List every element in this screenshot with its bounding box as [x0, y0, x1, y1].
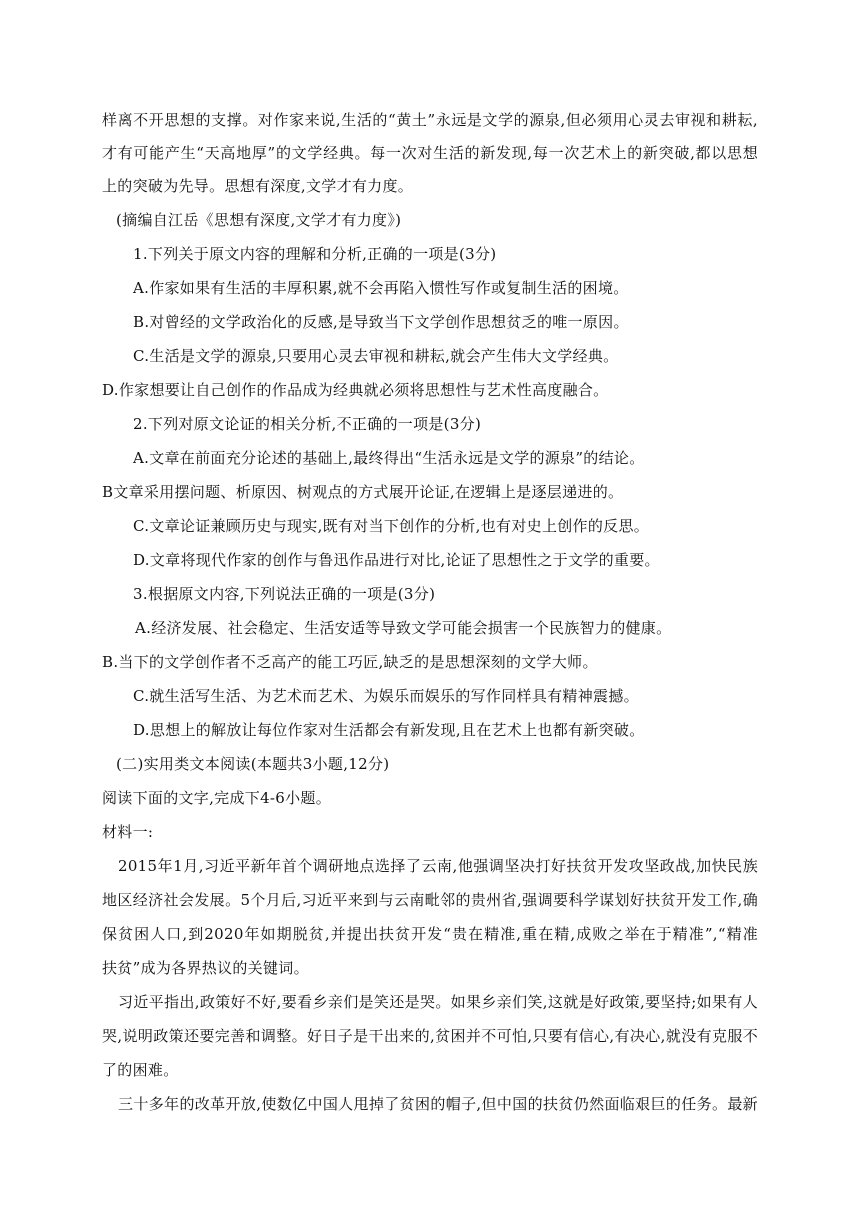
question-1-option-a: A.作家如果有生活的丰厚积累,就不会再陷入惯性写作或复制生活的困境。	[133, 279, 629, 297]
question-3-option-c: C.就生活写生活、为艺术而艺术、为娱乐而娱乐的写作同样具有精神震撼。	[133, 687, 639, 705]
paragraph-line: 上的突破为先导。思想有深度,文学才有力度。	[102, 177, 414, 195]
question-3-option-a: A.经济发展、社会稳定、生活安适等导致文学可能会损害一个民族智力的健康。	[135, 619, 672, 637]
section-instruction: 阅读下面的文字,完成下4-6小题。	[102, 789, 332, 807]
question-2-option-d: D.文章将现代作家的创作与鲁迅作品进行对比,论证了思想性之于文学的重要。	[133, 551, 660, 569]
question-3-option-d: D.思想上的解放让每位作家对生活都会有新发现,且在艺术上也都有新突破。	[133, 721, 645, 739]
paragraph-line: 习近平指出,政策好不好,要看乡亲们是笑还是哭。如果乡亲们笑,这就是好政策,要坚持;如果有人	[118, 993, 758, 1011]
source-citation: (摘编自江岳《思想有深度,文学才有力度》)	[116, 211, 402, 229]
question-2-option-b: B文章采用摆问题、析原因、树观点的方式展开论证,在逻辑上是逐层递进的。	[102, 483, 624, 501]
paragraph-line: 才有可能产生“天高地厚”的文学经典。每一次对生活的新发现,每一次艺术上的新突破,都以思想	[102, 144, 758, 162]
question-1-stem: 1.下列关于原文内容的理解和分析,正确的一项是(3分)	[133, 245, 497, 263]
section-heading: (二)实用类文本阅读(本题共3小题,12分)	[116, 755, 390, 773]
paragraph-line: 地区经济社会发展。5个月后,习近平来到与云南毗邻的贵州省,强调要科学谋划好扶贫开发工作,确	[102, 891, 758, 909]
question-2-stem: 2.下列对原文论证的相关分析,不正确的一项是(3分)	[133, 415, 482, 433]
paragraph-line: 三十多年的改革开放,使数亿中国人甩掉了贫困的帽子,但中国的扶贫仍然面临艰巨的任务。最新	[118, 1095, 758, 1113]
question-1-option-b: B.对曾经的文学政治化的反感,是导致当下文学创作思想贫乏的唯一原因。	[133, 313, 629, 331]
material-label: 材料一:	[102, 823, 154, 841]
paragraph-line: 哭,说明政策还要完善和调整。好日子是干出来的,贫困并不可怕,只要有信心,有决心,就没有克服不	[102, 1027, 758, 1045]
paragraph-line: 保贫困人口,到2020年如期脱贫,并提出扶贫开发“贵在精准,重在精,成败之举在于精准”,“精准	[102, 925, 758, 943]
question-2-option-c: C.文章论证兼顾历史与现实,既有对当下创作的分析,也有对史上创作的反思。	[133, 517, 650, 535]
paragraph-line: 2015年1月,习近平新年首个调研地点选择了云南,他强调坚决打好扶贫开发攻坚政战,加快民族	[118, 857, 758, 875]
paragraph-line: 了的困难。	[102, 1061, 179, 1079]
question-1-option-c: C.生活是文学的源泉,只要用心灵去审视和耕耘,就会产生伟大文学经典。	[133, 347, 619, 365]
question-3-stem: 3.根据原文内容,下列说法正确的一项是(3分)	[133, 585, 436, 603]
question-3-option-b: B.当下的文学创作者不乏高产的能工巧匠,缺乏的是思想深刻的文学大师。	[102, 653, 598, 671]
paragraph-line: 扶贫”成为各界热议的关键词。	[102, 959, 309, 977]
question-1-option-d: D.作家想要让自己创作的作品成为经典就必须将思想性与艺术性高度融合。	[102, 381, 609, 399]
question-2-option-a: A.文章在前面充分论述的基础上,最终得出“生活永远是文学的源泉”的结论。	[133, 449, 645, 467]
paragraph-line: 样离不开思想的支撑。对作家来说,生活的“黄土”永远是文学的源泉,但必须用心灵去审视和耕耘,	[102, 111, 758, 129]
